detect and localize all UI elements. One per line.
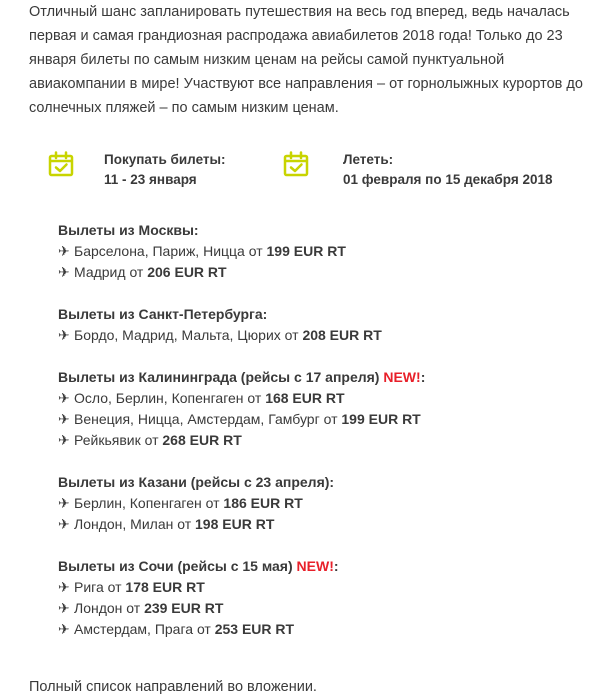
price: 178 EUR RT <box>125 579 205 595</box>
fly-label: Лететь: <box>343 152 394 167</box>
buy-label: Покупать билеты: <box>104 152 226 167</box>
footer-note: Полный список направлений во вложении. <box>29 679 317 695</box>
price: 186 EUR RT <box>223 495 303 511</box>
route-item: ✈ Берлин, Копенгаген от 186 EUR RT <box>58 493 598 514</box>
airplane-icon: ✈ <box>58 327 70 343</box>
intro-line: солнечных пляжей – по самым низким ценам. <box>29 100 339 116</box>
group-title: Вылеты из Сочи (рейсы с 15 мая) NEW!: <box>58 558 339 574</box>
intro-line: января билеты по самым низким ценам на рейсы самой пунктуальной <box>29 52 505 68</box>
fly-dates: 01 февраля по 15 декабря 2018 <box>343 172 553 187</box>
price: 198 EUR RT <box>195 516 275 532</box>
route-item: ✈ Мадрид от 206 EUR RT <box>58 262 598 283</box>
intro-line: первая и самая грандиозная распродажа авиабилетов 2018 года! Только до 23 <box>29 28 563 44</box>
group-title: Вылеты из Казани (рейсы с 23 апреля): <box>58 474 335 490</box>
route-group-spb <box>58 304 598 346</box>
airplane-icon: ✈ <box>58 621 70 637</box>
route-item: ✈ Бордо, Мадрид, Мальта, Цюрих от 208 EUR RT <box>58 325 598 346</box>
route-item: ✈ Лондон, Милан от 198 EUR RT <box>58 514 598 535</box>
route-group-kazan <box>58 472 598 535</box>
route-item: ✈ Барселона, Париж, Ницца от 199 EUR RT <box>58 241 598 262</box>
intro-text <box>29 0 594 120</box>
price: 199 EUR RT <box>341 411 421 427</box>
airplane-icon: ✈ <box>58 579 70 595</box>
route-group-sochi <box>58 556 598 640</box>
group-title: Вылеты из Москвы: <box>58 222 199 238</box>
airplane-icon: ✈ <box>58 264 70 280</box>
new-badge: NEW! <box>383 369 421 385</box>
airplane-icon: ✈ <box>58 600 70 616</box>
route-group-kaliningrad <box>58 367 598 451</box>
airplane-icon: ✈ <box>58 495 70 511</box>
route-item: ✈ Лондон от 239 EUR RT <box>58 598 598 619</box>
route-item: ✈ Рейкьявик от 268 EUR RT <box>58 430 598 451</box>
route-item: ✈ Рига от 178 EUR RT <box>58 577 598 598</box>
group-title: Вылеты из Санкт-Петербурга: <box>58 306 268 322</box>
price: 253 EUR RT <box>214 621 295 637</box>
route-group-moscow <box>58 220 598 283</box>
price: 199 EUR RT <box>266 243 346 259</box>
route-item: ✈ Амстердам, Прага от 253 EUR RT <box>58 619 598 640</box>
routes-list <box>58 220 598 661</box>
new-badge: NEW! <box>296 558 334 574</box>
airplane-icon: ✈ <box>58 243 70 259</box>
airplane-icon: ✈ <box>58 390 70 406</box>
price: 239 EUR RT <box>144 600 224 616</box>
buy-dates: 11 - 23 января <box>104 172 197 187</box>
airplane-icon: ✈ <box>58 516 70 532</box>
price: 208 EUR RT <box>302 327 382 343</box>
price: 268 EUR RT <box>162 432 242 448</box>
calendar-check-icon <box>48 151 74 177</box>
intro-line: Отличный шанс запланировать путешествия на весь год вперед, ведь началась <box>29 4 570 20</box>
price: 168 EUR RT <box>265 390 345 406</box>
group-title: Вылеты из Калининграда (рейсы с 17 апреля) NEW!: <box>58 369 426 385</box>
calendar-check-icon <box>283 151 309 177</box>
price: 206 EUR RT <box>147 264 227 280</box>
route-item: ✈ Осло, Берлин, Копенгаген от 168 EUR RT <box>58 388 598 409</box>
dates-info <box>0 150 612 194</box>
intro-line: авиакомпании в мире! Участвуют все направления – от горнолыжных курортов до <box>29 76 583 92</box>
route-item: ✈ Венеция, Ницца, Амстердам, Гамбург от 199 EUR RT <box>58 409 598 430</box>
airplane-icon: ✈ <box>58 411 70 427</box>
airplane-icon: ✈ <box>58 432 70 448</box>
